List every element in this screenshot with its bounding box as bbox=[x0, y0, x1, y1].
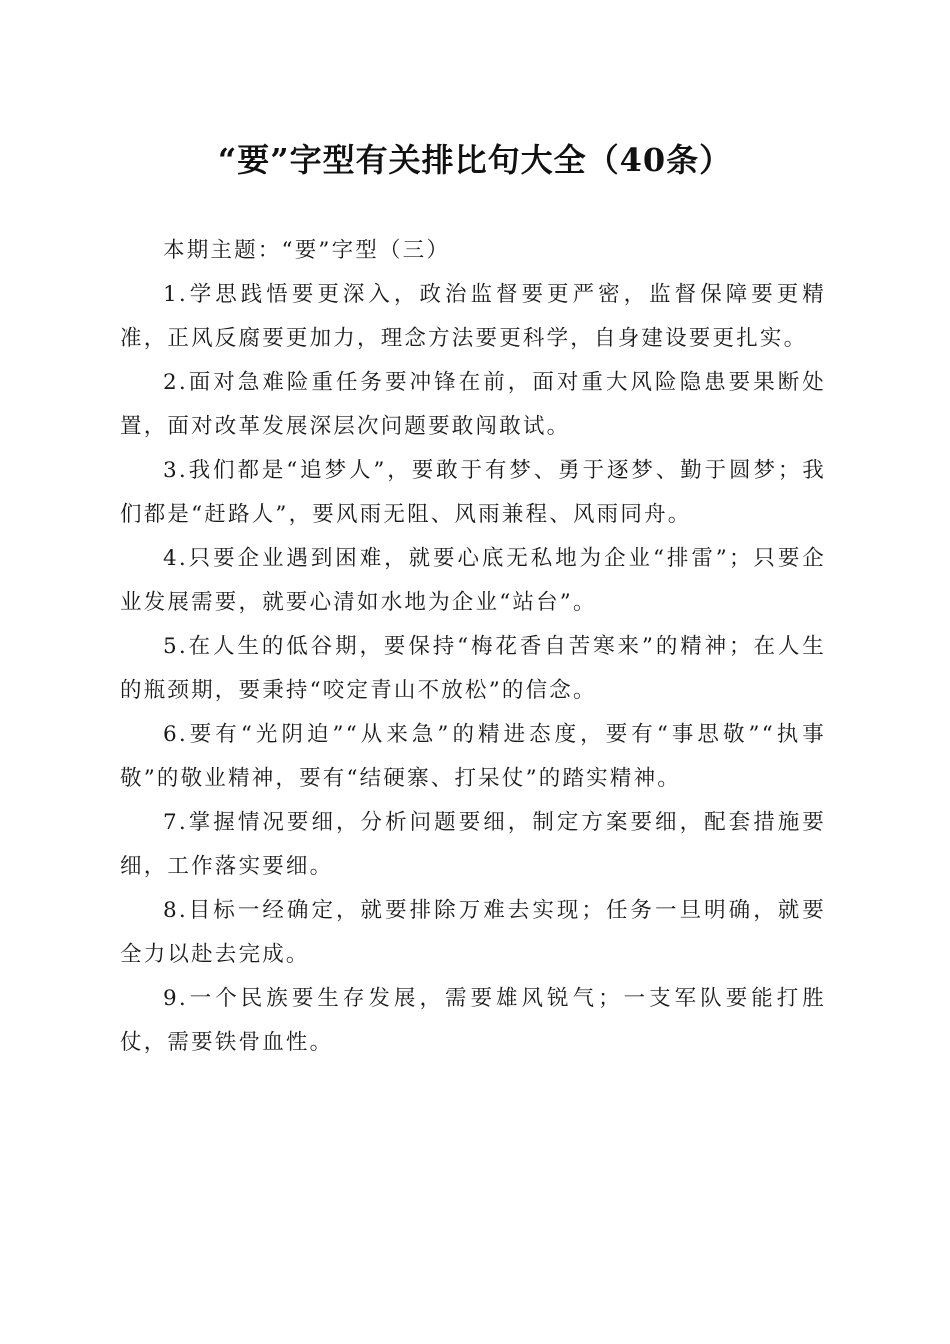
subtitle-line: 本期主题：“要”字型（三） bbox=[163, 238, 451, 263]
paragraph-2: 2.面对急难险重任务要冲锋在前，面对重大风险隐患要果断处置，面对改革发展深层次问题要敢闯敢试。 bbox=[120, 370, 826, 439]
paragraph-1: 1.学思践悟要更深入，政治监督要更严密，监督保障要更精准，正风反腐要更加力，理念方法要更科学，自身建设要更扎实。 bbox=[120, 282, 826, 351]
paragraph-3: 3.我们都是“追梦人”，要敢于有梦、勇于逐梦、勤于圆梦；我们都是“赶路人”，要风雨无阻、风雨兼程、风雨同舟。 bbox=[120, 458, 826, 527]
paragraph-5: 5.在人生的低谷期，要保持“梅花香自苦寒来”的精神；在人生的瓶颈期，要秉持“咬定青山不放松”的信念。 bbox=[120, 634, 826, 703]
paragraph-8: 8.目标一经确定，就要排除万难去实现；任务一旦明确，就要全力以赴去完成。 bbox=[120, 898, 826, 967]
paragraph-6: 6.要有“光阴迫”“从来急”的精进态度，要有“事思敬”“执事敬”的敬业精神，要有“结硬寨、打呆仗”的踏实精神。 bbox=[120, 722, 826, 791]
document-body bbox=[120, 229, 826, 1065]
paragraph-4: 4.只要企业遇到困难，就要心底无私地为企业“排雷”；只要企业发展需要，就要心清如水地为企业“站台”。 bbox=[120, 546, 826, 615]
paragraph-9: 9.一个民族要生存发展，需要雄风锐气；一支军队要能打胜仗，需要铁骨血性。 bbox=[120, 986, 826, 1055]
paragraph-7: 7.掌握情况要细，分析问题要细，制定方案要细，配套措施要细，工作落实要细。 bbox=[120, 810, 826, 879]
document-title: “要”字型有关排比句大全（40条） bbox=[217, 141, 733, 179]
